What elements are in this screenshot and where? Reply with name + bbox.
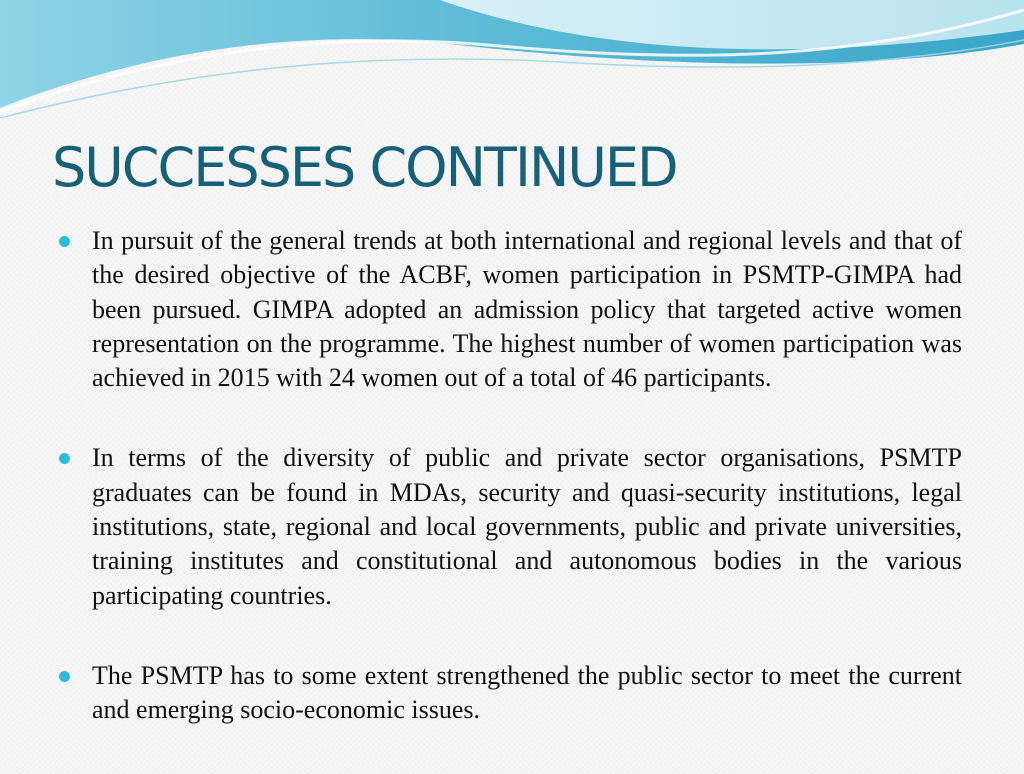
bullet-item [56, 224, 962, 395]
bullet-dot-icon [59, 671, 70, 682]
slide-title: SUCCESSES CONTINUED [52, 136, 677, 199]
bullet-item [56, 441, 962, 612]
bullet-dot-icon [59, 236, 70, 247]
bullet-text: In pursuit of the general trends at both international and regional levels and that of the desired objective of the ACBF, women participation in PSMTP-GIMPA had been pursued. GIMPA adopted an admission policy that targeted active women representation on the programme. The highest number of women participation was achieved in 2015 with 24 women out of a total of 46 participants. [92, 226, 962, 393]
bullet-dot-icon [59, 453, 70, 464]
bullet-text: The PSMTP has to some extent strengthened the public sector to meet the current and emerging socio-economic issues. [92, 660, 962, 725]
bullet-text: In terms of the diversity of public and private sector organisations, PSMTP graduates can be found in MDAs, security and quasi-security institutions, legal institutions, state, regional and local governments, public and private universities, training institutes and constitutional and autonomous bodies in the various participating countries. [92, 443, 962, 610]
header-wave-decoration [0, 0, 1024, 120]
bullet-item [56, 659, 962, 728]
bullet-list [56, 224, 962, 774]
